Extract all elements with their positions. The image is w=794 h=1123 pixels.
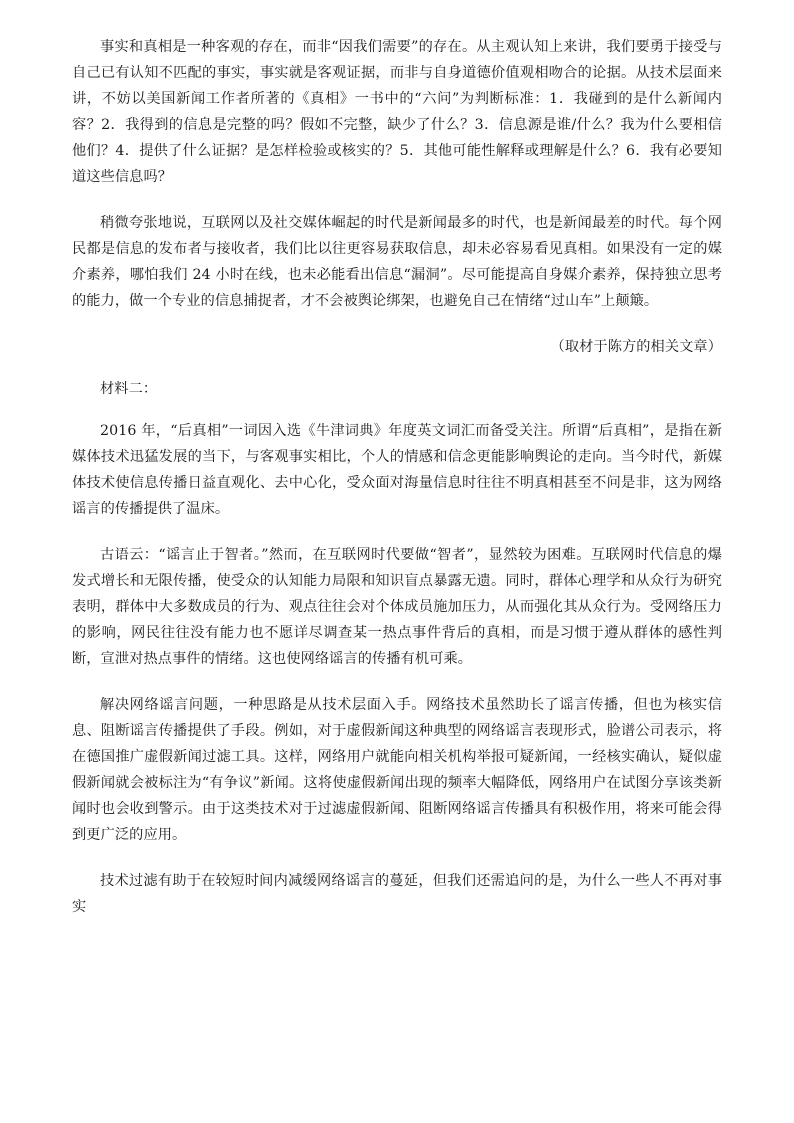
source-citation: （取材于陈方的相关文章） — [550, 339, 722, 355]
paragraph: 事实和真相是一种客观的存在，而非“因我们需要”的存在。从主观认知上来讲，我们要勇于接受与自己已有认知不匹配的事实，事实就是客观证据，而非与自身道德价值观相吻合的论据。从技术层面来讲，不妨以美国新闻工作者所著的《真相》一书中的“六问”为判断标准：1．我碰到的是什么新闻内容？2．我得到的信息是完整的吗？假如不完整，缺少了什么？3．信息源是谁/什么？我为什么要相信他们？4．提供了什么证据？是怎样检验或核实的？5．其他可能性解释或理解是什么？6．我有必要知道这些信息吗？ — [72, 39, 722, 185]
paragraph: 稍微夸张地说，互联网以及社交媒体崛起的时代是新闻最多的时代，也是新闻最差的时代。每个网民都是信息的发布者与接收者，我们比以往更容易获取信息，却未必容易看见真相。如果没有一定的媒介素养，哪怕我们 24 小时在线，也未必能看出信息“漏洞”。尽可能提高自身媒介素养，保持独立思考的能力，做一个专业的信息捕捉者，才不会被舆论绑架，也避免自己在情绪“过山车”上颠簸。 — [72, 215, 722, 309]
paragraph: 古语云：“谣言止于智者。”然而，在互联网时代要做“智者”，显然较为困难。互联网时代信息的爆发式增长和无限传播，使受众的认知能力局限和知识盲点暴露无遗。同时，群体心理学和从众行为研究表明，群体中大多数成员的行为、观点往往会对个体成员施加压力，从而强化其从众行为。受网络压力的影响，网民往往没有能力也不愿详尽调查某一热点事件背后的真相，而是习惯于遵从群体的感性判断，宣泄对热点事件的情绪。这也使网络谣言的传播有机可乘。 — [72, 547, 722, 667]
document-page — [72, 34, 722, 940]
paragraph: 2016 年，“后真相”一词因入选《牛津词典》年度英文词汇而备受关注。所谓“后真相”，是指在新媒体技术迅猛发展的当下，与客观事实相比，个人的情感和信念更能影响舆论的走向。当今时代，新媒体技术使信息传播日益直观化、去中心化，受众面对海量信息时往往不明真相甚至不问是非，这为网络谣言的传播提供了温床。 — [72, 423, 722, 517]
paragraph: 解决网络谣言问题，一种思路是从技术层面入手。网络技术虽然助长了谣言传播，但也为核实信息、阻断谣言传播提供了手段。例如，对于虚假新闻这种典型的网络谣言表现形式，脸谱公司表示，将在德国推广虚假新闻过滤工具。这样，网络用户就能向相关机构举报可疑新闻，一经核实确认，疑似虚假新闻就会被标注为“有争议”新闻。这将使虚假新闻出现的频率大幅降低，网络用户在试图分享该类新闻时也会收到警示。由于这类技术对于过滤虚假新闻、阻断网络谣言传播具有积极作用，将来可能会得到更广泛的应用。 — [72, 697, 722, 843]
section-heading: 材料二： — [100, 381, 158, 397]
paragraph: 技术过滤有助于在较短时间内减缓网络谣言的蔓延，但我们还需追问的是，为什么一些人不再对事实 — [72, 873, 722, 915]
